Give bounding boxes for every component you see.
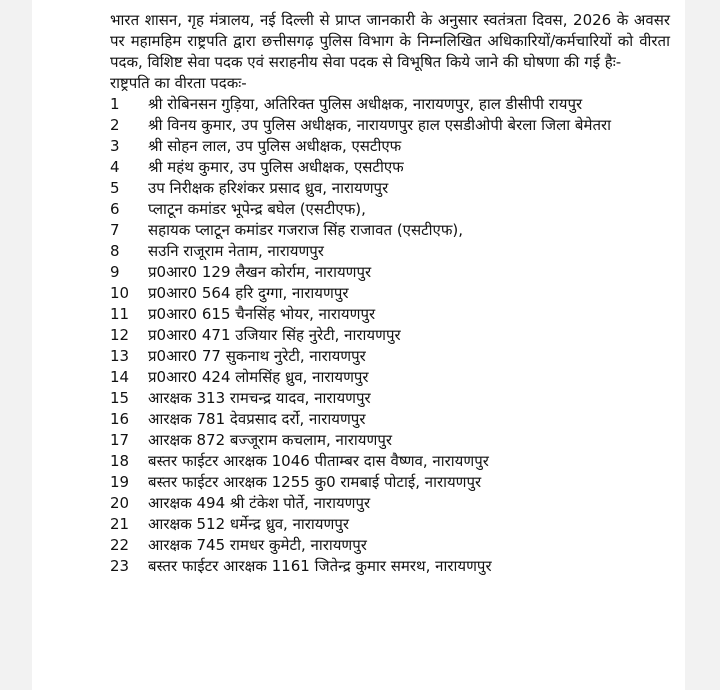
intro-paragraph: भारत शासन, गृह मंत्रालय, नई दिल्ली से प्राप्त जानकारी के अनुसार स्वतंत्रता दिवस, 2026 के अवसर पर महामहिम राष्ट्रपति द्वारा छत्तीसगढ़ पुलिस विभाग के निम्नलिखित अधिकारियों/कर्मचारियों को वीरता पदक, विशिष्ट सेवा पदक एवं सराहनीय सेवा पदक से विभूषित किये जाने की घोषणा की गई हैः-: [110, 11, 670, 71]
item-text: प्र0आर0 129 लैखन कोर्राम, नारायणपुर: [148, 263, 372, 281]
item-number: 6: [110, 200, 120, 218]
item-number: 7: [110, 221, 120, 239]
item-text: बस्तर फाईटर आरक्षक 1255 कु0 रामबाई पोटाई, नारायणपुर: [148, 473, 482, 491]
list-item: [110, 241, 670, 262]
item-text: आरक्षक 872 बज्जूराम कचलाम, नारायणपुर: [148, 431, 392, 449]
list-item: [110, 262, 670, 283]
list-item: [110, 409, 670, 430]
item-number: 14: [110, 368, 130, 386]
document-page: [32, 0, 685, 690]
list-item: [110, 283, 670, 304]
list-item: [110, 514, 670, 535]
item-number: 18: [110, 452, 130, 470]
item-number: 12: [110, 326, 130, 344]
item-text: आरक्षक 781 देवप्रसाद दर्रो, नारायणपुर: [148, 410, 366, 428]
award-list: [110, 94, 670, 577]
item-number: 16: [110, 410, 130, 428]
item-number: 4: [110, 158, 120, 176]
item-number: 8: [110, 242, 120, 260]
list-item: [110, 346, 670, 367]
list-item: [110, 430, 670, 451]
list-item: [110, 367, 670, 388]
list-item: [110, 388, 670, 409]
item-number: 19: [110, 473, 130, 491]
item-text: सहायक प्लाटून कमांडर गजराज सिंह राजावत (एसटीएफ),: [148, 221, 464, 239]
item-text: प्र0आर0 424 लोमसिंह ध्रुव, नारायणपुर: [148, 368, 369, 386]
item-text: उप निरीक्षक हरिशंकर प्रसाद ध्रुव, नारायणपुर: [148, 179, 389, 197]
list-item: [110, 157, 670, 178]
item-text: बस्तर फाईटर आरक्षक 1161 जितेन्द्र कुमार समरथ, नारायणपुर: [148, 557, 492, 575]
item-number: 2: [110, 116, 120, 134]
document-content: [110, 10, 670, 577]
item-number: 15: [110, 389, 130, 407]
list-item: [110, 535, 670, 556]
list-item: [110, 94, 670, 115]
item-text: बस्तर फाईटर आरक्षक 1046 पीताम्बर दास वैष्णव, नारायणपुर: [148, 452, 489, 470]
item-number: 11: [110, 305, 130, 323]
list-item: [110, 115, 670, 136]
item-number: 13: [110, 347, 130, 365]
item-text: प्र0आर0 471 उजियार सिंह नुरेटी, नारायणपुर: [148, 326, 401, 344]
item-number: 20: [110, 494, 130, 512]
item-text: श्री रोबिनसन गुड़िया, अतिरिक्त पुलिस अधीक्षक, नारायणपुर, हाल डीसीपी रायपुर: [148, 95, 583, 113]
list-item: [110, 220, 670, 241]
item-text: सउनि राजूराम नेताम, नारायणपुर: [148, 242, 324, 260]
item-text: प्लाटून कमांडर भूपेन्द्र बघेल (एसटीएफ),: [148, 200, 366, 218]
list-item: [110, 556, 670, 577]
item-text: प्र0आर0 615 चैनसिंह भोयर, नारायणपुर: [148, 305, 376, 323]
list-item: [110, 199, 670, 220]
list-item: [110, 451, 670, 472]
list-item: [110, 472, 670, 493]
item-number: 10: [110, 284, 130, 302]
item-text: आरक्षक 745 रामधर कुमेटी, नारायणपुर: [148, 536, 367, 554]
list-item: [110, 493, 670, 514]
list-item: [110, 136, 670, 157]
item-text: आरक्षक 512 धर्मेन्द्र ध्रुव, नारायणपुर: [148, 515, 350, 533]
list-item: [110, 304, 670, 325]
list-item: [110, 178, 670, 199]
list-item: [110, 325, 670, 346]
item-text: प्र0आर0 77 सुकनाथ नुरेटी, नारायणपुर: [148, 347, 366, 365]
item-text: श्री महंथ कुमार, उप पुलिस अधीक्षक, एसटीएफ: [148, 158, 404, 176]
item-text: आरक्षक 494 श्री टंकेश पोर्ते, नारायणपुर: [148, 494, 371, 512]
item-text: प्र0आर0 564 हरि दुग्गा, नारायणपुर: [148, 284, 349, 302]
item-text: श्री सोहन लाल, उप पुलिस अधीक्षक, एसटीएफ: [148, 137, 402, 155]
item-text: आरक्षक 313 रामचन्द्र यादव, नारायणपुर: [148, 389, 371, 407]
item-number: 9: [110, 263, 120, 281]
item-number: 3: [110, 137, 120, 155]
item-text: श्री विनय कुमार, उप पुलिस अधीक्षक, नारायणपुर हाल एसडीओपी बेरला जिला बेमेतरा: [148, 116, 612, 134]
item-number: 22: [110, 536, 130, 554]
item-number: 1: [110, 95, 120, 113]
section-heading: राष्ट्रपति का वीरता पदकः-: [110, 74, 247, 92]
item-number: 17: [110, 431, 130, 449]
item-number: 21: [110, 515, 130, 533]
item-number: 23: [110, 557, 130, 575]
item-number: 5: [110, 179, 120, 197]
